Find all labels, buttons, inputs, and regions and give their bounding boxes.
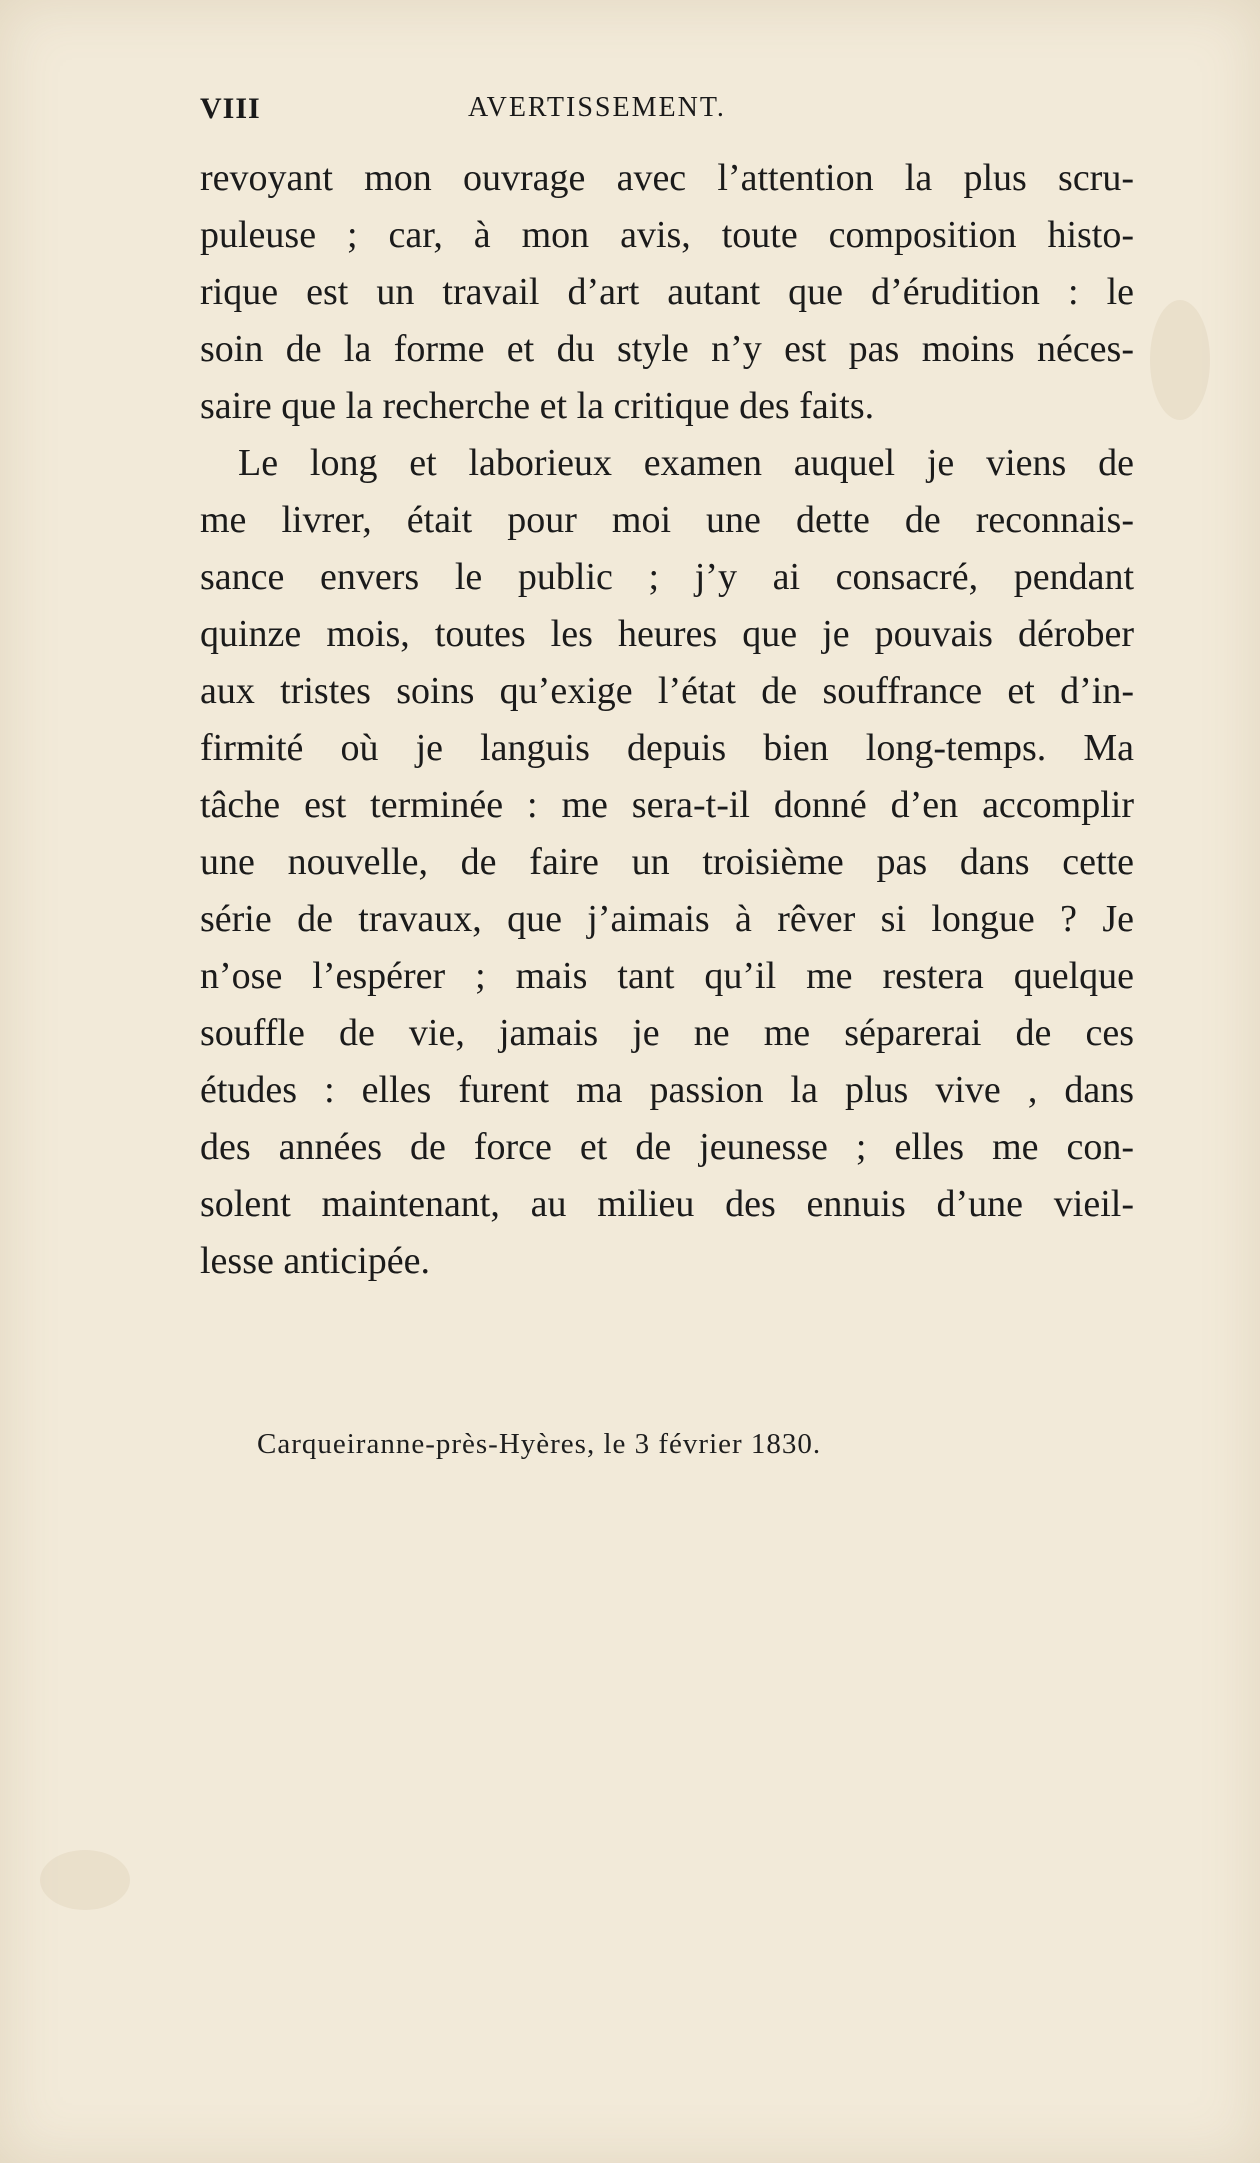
text-line: tâche est terminée : me sera-t-il donné d’en accomplir <box>200 784 1134 826</box>
text-line: souffle de vie, jamais je ne me séparerai de ces <box>200 1012 1134 1054</box>
text-line: soin de la forme et du style n’y est pas moins néces- <box>200 328 1134 370</box>
text-line: quinze mois, toutes les heures que je pouvais dérober <box>200 613 1134 655</box>
text-line: n’ose l’espérer ; mais tant qu’il me restera quelque <box>200 955 1134 997</box>
text-line: solent maintenant, au milieu des ennuis d’une vieil- <box>200 1183 1134 1225</box>
text-line: études : elles furent ma passion la plus vive , dans <box>200 1069 1134 1111</box>
body-text <box>200 150 1134 1290</box>
text-line: Le long et laborieux examen auquel je viens de <box>238 442 1134 484</box>
paper-stain <box>1150 300 1210 420</box>
text-line: série de travaux, que j’aimais à rêver si longue ? Je <box>200 898 1134 940</box>
text-line: sance envers le public ; j’y ai consacré, pendant <box>200 556 1134 598</box>
text-line: des années de force et de jeunesse ; elles me con- <box>200 1126 1134 1168</box>
text-line: lesse anticipée. <box>200 1240 431 1282</box>
text-line: rique est un travail d’art autant que d’érudition : le <box>200 271 1134 313</box>
text-line: firmité où je languis depuis bien long-temps. Ma <box>200 727 1134 769</box>
page-header <box>200 92 1070 132</box>
place-and-date: Carqueiranne-près-Hyères, le 3 février 1830. <box>257 1428 822 1460</box>
text-line: aux tristes soins qu’exige l’état de souffrance et d’in- <box>200 670 1134 712</box>
text-line: me livrer, était pour moi une dette de reconnais- <box>200 499 1134 541</box>
text-line: saire que la recherche et la critique des faits. <box>200 385 875 427</box>
text-line: puleuse ; car, à mon avis, toute composition histo- <box>200 214 1134 256</box>
running-title: AVERTISSEMENT. <box>468 92 726 123</box>
page-number: VIII <box>200 92 261 125</box>
text-line: une nouvelle, de faire un troisième pas dans cette <box>200 841 1134 883</box>
paper-stain <box>40 1850 130 1910</box>
text-line: revoyant mon ouvrage avec l’attention la plus scru- <box>200 157 1134 199</box>
